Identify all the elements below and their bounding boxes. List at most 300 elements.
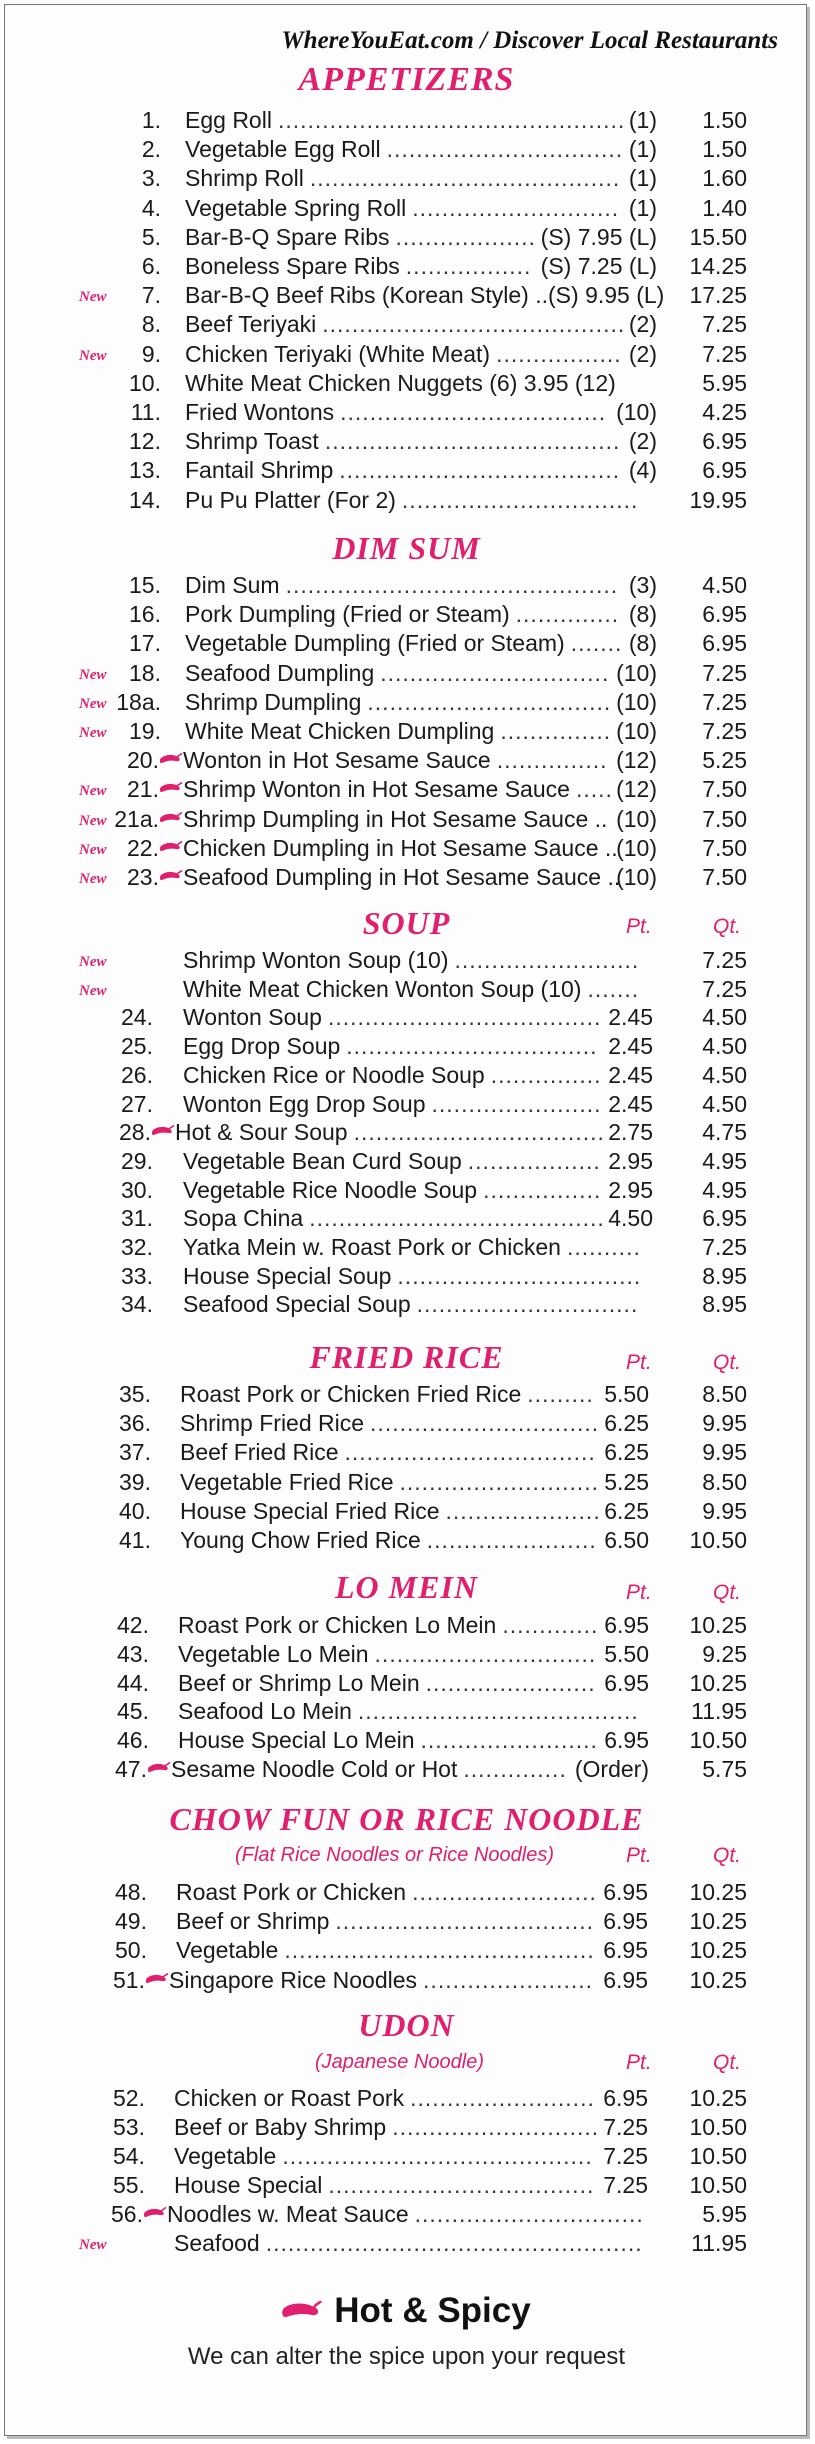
leader-dots: .............................. [416,1291,639,1318]
item-number: 11. [130,399,161,425]
item-name: Vegetable Fried Rice [180,1468,394,1495]
leader-dots: .................................... [328,2172,595,2198]
item-number: 31. [121,1205,153,1232]
item-price: 7.50 [702,834,747,861]
item-name: Vegetable [176,1937,279,1964]
item-name: Dim Sum [185,572,280,598]
item-name: House Special [174,2172,323,2198]
item-price: 10.50 [689,2143,747,2169]
item-name: Vegetable Dumpling (Fried or Steam) [185,630,565,657]
item-price-small: (12) [616,776,657,803]
menu-item [5,105,807,135]
leader-dots: ............................... [380,659,610,686]
legend-note: We can alter the spice upon your request [187,2343,626,2370]
item-price-small: (12) [616,747,657,774]
item-price: 10.25 [689,1612,747,1638]
leader-dots: ........................................ [324,428,621,455]
item-number: 42. [117,1612,149,1638]
item-price: 6.95 [702,1205,747,1232]
item-price: 7.25 [702,311,747,338]
item-price-small: 6.95 [604,1727,649,1754]
item-name: Chicken Rice or Noodle Soup [183,1061,485,1088]
leader-dots: ..................................... [327,1004,602,1031]
item-price-small: 6.95 [603,1908,648,1935]
leader-dots: ................................... [335,1908,595,1935]
item-price-small: (2) [628,311,657,338]
leader-dots: .......... [566,1234,641,1260]
item-number: 36. [119,1410,151,1437]
item-name: Beef Teriyaki [185,311,317,338]
item-number: 5. [141,223,161,250]
item-number: 23. [127,864,159,890]
item-name: House Special Lo Mein [178,1727,415,1754]
item-price: 4.50 [702,1090,747,1117]
chili-pepper-icon [152,1125,174,1137]
menu-item [5,1089,807,1119]
menu-item [5,1467,807,1497]
item-number: 20. [127,747,159,774]
section-title-lo-mein: LO MEIN [334,1569,478,1605]
pt-header: Pt. [626,2051,652,2074]
menu-item [5,1408,807,1438]
new-badge: New [79,725,107,741]
menu-item [5,339,807,369]
item-number: 43. [117,1640,149,1667]
menu-item [5,745,807,775]
item-name: House Special Fried Rice [180,1497,440,1524]
item-price: 10.50 [689,1727,747,1754]
item-name: Vegetable Egg Roll [185,136,381,163]
item-number: 53. [113,2114,145,2140]
item-name: Bar-B-Q Beef Ribs (Korean Style) ..(S) 9.95 (L) [185,282,665,309]
menu-item [5,280,807,310]
qt-header: Qt. [713,1351,742,1374]
item-number: 16. [129,601,161,628]
item-price-small: (1) [628,136,657,163]
leader-dots: .......................................... [284,1937,595,1964]
item-name: White Meat Chicken Dumpling [185,718,495,744]
chili-pepper-icon [282,2291,322,2331]
item-name: Bar-B-Q Spare Ribs [185,223,390,250]
new-badge: New [79,666,107,683]
menu-item [5,658,807,688]
item-name: Shrimp Dumpling in Hot Sesame Sauce .. [183,805,608,832]
item-price: 7.25 [702,947,747,973]
leader-dots: ................... [395,223,536,250]
item-price: 9.95 [702,1410,747,1437]
leader-dots: ......................................... [322,311,626,338]
item-price-small: 5.50 [604,1640,649,1667]
leader-dots: ......................... [410,2085,595,2111]
new-badge: New [79,347,107,364]
menu-item [5,1203,807,1233]
section-title-dim-sum: DIM SUM [332,530,481,566]
item-price-small: 6.25 [604,1497,649,1524]
item-price-small: (10) [616,834,657,861]
section-title-appetizers: APPETIZERS [298,61,515,98]
item-price-small: 7.25 [603,2172,648,2198]
leader-dots: .............. [463,1756,567,1782]
leader-dots: ........................ [420,1727,598,1754]
item-number: 33. [121,1262,153,1289]
item-name: Wonton Soup [183,1004,322,1031]
leader-dots: ............... [500,718,612,744]
item-price: 1.50 [702,136,747,163]
item-price: 15.50 [689,223,747,250]
menu-item [5,163,807,193]
leader-dots: ..................... [445,1497,601,1524]
leader-dots: ......................... [454,947,640,973]
item-price: 8.95 [702,1262,747,1289]
item-price-small: 6.25 [604,1439,649,1466]
item-price: 5.25 [702,747,747,774]
menu-item [5,2141,807,2171]
item-price: 6.95 [702,457,747,484]
item-number: 51. [113,1966,145,1993]
leader-dots: ............................ [412,194,620,221]
leader-dots: .................. [467,1147,601,1174]
item-number: 46. [117,1727,149,1754]
item-number: 39. [119,1468,151,1495]
item-price: 6.95 [702,630,747,657]
leader-dots: ..... [575,776,613,803]
item-price: 17.25 [689,282,747,309]
item-price: 10.25 [689,1908,747,1935]
item-name: Seafood [174,2230,260,2256]
udon-subtitle: (Japanese Noodle) [315,2051,484,2073]
menu-item [5,1261,807,1291]
leader-dots: ....... [570,630,623,657]
item-number: 55. [113,2172,145,2198]
pt-header: Pt. [626,1844,652,1867]
item-price: 7.50 [702,864,747,890]
item-price-small: 6.95 [604,1669,649,1696]
menu-item [5,945,807,975]
item-price-small: 7.25 [603,2143,648,2169]
leader-dots: ....................... [426,1527,597,1553]
item-price-small: 4.50 [608,1205,653,1232]
item-price: 11.95 [691,1698,747,1725]
leader-dots: .......................................... [309,165,621,192]
item-name: Wonton Egg Drop Soup [183,1090,426,1117]
chow-fun-subtitle: (Flat Rice Noodles or Rice Noodles) [235,1844,555,1866]
menu-item [5,1146,807,1176]
leader-dots: ............... [496,747,608,774]
item-number: 6. [141,253,161,279]
item-price: 1.40 [702,194,747,221]
item-name: Shrimp Dumpling [185,688,362,715]
menu-item [5,2228,807,2258]
item-price: 10.25 [689,1966,747,1993]
new-badge: New [79,289,107,306]
item-price: 4.50 [702,1004,747,1031]
site-banner: WhereYouEat.com / Discover Local Restaurants [281,27,778,54]
menu-item [5,1725,807,1755]
item-number: 21. [127,776,159,803]
leader-dots: ................................................... [265,2230,643,2256]
item-name: Egg Roll [185,107,272,133]
item-number: 45. [117,1698,149,1725]
item-name: Roast Pork or Chicken Fried Rice [180,1381,522,1407]
item-price: 10.25 [689,1937,747,1964]
item-price-small: 2.75 [608,1119,653,1146]
item-price: 10.50 [689,2172,747,2198]
chili-pepper-icon [146,1973,168,1985]
item-price-small: (S) 7.95 (L) [540,223,657,250]
item-price: 1.50 [702,107,747,133]
item-price: 4.95 [702,1147,747,1174]
item-number: 54. [113,2143,145,2169]
item-name: Beef Fried Rice [180,1439,339,1466]
item-price: 9.95 [702,1497,747,1524]
item-price: 10.25 [689,2085,747,2111]
item-number: 37. [119,1439,151,1466]
item-number: 12. [129,428,161,455]
menu-item [5,1031,807,1061]
item-price: 7.25 [702,718,747,744]
chili-pepper-icon [148,1762,170,1774]
item-price-small: (10) [616,805,657,832]
item-number: 29. [121,1147,153,1174]
item-name: Sopa China [183,1205,304,1232]
item-price-small: (2) [628,340,657,367]
menu-item [5,1002,807,1032]
item-price: 7.25 [702,1234,747,1260]
item-number: 49. [115,1908,147,1935]
item-name: Vegetable Rice Noodle Soup [183,1176,478,1203]
item-number: 18. [129,659,161,686]
item-name: Vegetable [174,2143,277,2169]
item-price: 1.60 [702,165,747,192]
leader-dots: .......................................... [282,2143,593,2169]
item-number: 13. [129,457,161,484]
menu-item [5,1610,807,1640]
item-number: 19. [129,718,161,744]
item-number: 27. [121,1090,153,1117]
item-price: 8.50 [702,1381,747,1407]
item-price: 7.25 [702,688,747,715]
leader-dots: ................................ [386,136,624,163]
item-price-small: 6.95 [604,1612,649,1638]
item-number: 7. [141,282,161,309]
item-price-small: 2.45 [608,1061,653,1088]
item-price: 14.25 [689,253,747,279]
section-title-chow-fun: CHOW FUN OR RICE NOODLE [169,1801,644,1837]
item-number: 34. [121,1291,153,1318]
leader-dots: .................................. [353,1119,605,1146]
pt-header: Pt. [626,915,652,938]
item-number: 50. [115,1937,147,1964]
item-name: Egg Drop Soup [183,1033,341,1060]
item-number: 2. [141,136,161,163]
item-price: 9.95 [702,1439,747,1466]
menu-item [5,1117,807,1147]
item-number: 24. [121,1004,153,1031]
leader-dots: ....................... [431,1090,602,1117]
item-number: 32. [121,1234,153,1260]
item-price-small: 7.25 [603,2114,648,2140]
legend [5,2291,807,2331]
leader-dots: .............................. [374,1640,597,1667]
item-price-small: 6.95 [603,2085,648,2111]
leader-dots: ............................... [370,1410,600,1437]
menu-item [5,2112,807,2142]
menu-item [5,1379,807,1409]
item-name: Seafood Dumpling in Hot Sesame Sauce .. [183,864,621,890]
item-name: Boneless Spare Ribs [185,253,400,279]
menu-item [5,1175,807,1205]
menu-item [5,1232,807,1262]
item-name: Shrimp Wonton Soup (10) [183,947,449,973]
menu-item [5,570,807,600]
new-badge: New [79,2237,107,2253]
pt-header: Pt. [626,1351,652,1374]
item-price: 19.95 [689,486,747,513]
item-name: House Special Soup [183,1262,392,1289]
leader-dots: ...................................... [357,1698,639,1725]
item-price: 8.50 [702,1468,747,1495]
leader-dots: ............................................... [277,107,626,133]
item-price: 5.95 [702,2201,747,2227]
item-price-small: 6.25 [604,1410,649,1437]
menu-item [5,222,807,252]
item-price-small: (10) [616,718,657,744]
item-price-small: 2.45 [608,1004,653,1031]
item-price-small: 6.95 [603,1966,648,1993]
item-name: Chicken Teriyaki (White Meat) [185,340,491,367]
menu-item [5,1437,807,1467]
item-name: Wonton in Hot Sesame Sauce [183,747,491,774]
item-price-small: 6.50 [604,1527,649,1553]
leader-dots: ...................................... [339,457,621,484]
item-name: Roast Pork or Chicken Lo Mein [178,1612,497,1638]
item-name: Beef or Shrimp Lo Mein [178,1669,420,1696]
item-price-small: (10) [616,864,657,890]
menu-item [5,455,807,485]
leader-dots: ................................ [401,486,639,513]
item-name: Seafood Special Soup [183,1291,411,1318]
item-name: Shrimp Toast [185,428,319,455]
leader-dots: ............................... [414,2201,644,2227]
menu-item [5,2083,807,2113]
menu-item [5,1525,807,1555]
item-price: 5.75 [702,1756,747,1782]
leader-dots: ....................... [423,1966,594,1993]
item-number: 14. [129,486,161,513]
menu-item [5,2199,807,2229]
chili-pepper-icon [160,812,182,824]
item-price: 10.25 [689,1879,747,1905]
menu-item [5,1668,807,1698]
item-name: Beef or Shrimp [176,1908,330,1935]
item-price-small: 5.25 [604,1468,649,1495]
leader-dots: ....................... [425,1669,596,1696]
item-name: Fantail Shrimp [185,457,334,484]
item-name: Shrimp Roll [185,165,304,192]
item-price: 10.25 [689,1669,747,1696]
menu-item [5,485,807,515]
menu-item [5,397,807,427]
leader-dots: ............... [490,1061,602,1088]
menu-item [5,1060,807,1090]
item-price: 10.50 [689,2114,747,2140]
item-number: 44. [117,1669,149,1696]
item-price-small: 2.95 [608,1176,653,1203]
item-price-small: 2.45 [608,1033,653,1060]
item-number: 28. [119,1119,151,1146]
item-price: 10.50 [689,1527,747,1553]
item-name: Vegetable Lo Mein [178,1640,369,1667]
legend-title: Hot & Spicy [334,2291,531,2330]
item-price-small: 6.95 [603,1937,648,1964]
menu-item [5,833,807,863]
leader-dots: ......... [527,1381,594,1407]
item-name: Roast Pork or Chicken [176,1879,407,1905]
item-name: Singapore Rice Noodles [169,1966,418,1993]
item-price: 4.50 [702,1061,747,1088]
menu-item [5,1935,807,1965]
menu-item [5,426,807,456]
item-name: Young Chow Fried Rice [180,1527,421,1553]
item-number: 56. [111,2201,143,2227]
menu-item [5,1639,807,1669]
item-price-small: (1) [628,107,657,133]
leader-dots: ............................ [392,2114,600,2140]
item-number: 41. [119,1527,151,1553]
item-price: 7.25 [702,975,747,1002]
menu-item [5,251,807,281]
new-badge: New [79,871,107,887]
menu-item [5,368,807,398]
menu-item [5,599,807,629]
item-number: 3. [141,165,161,192]
item-number: 48. [115,1879,147,1905]
item-number: 4. [141,194,161,221]
leader-dots: ................ [483,1176,602,1203]
item-name: White Meat Chicken Nuggets (6) 3.95 (12) [185,369,616,396]
item-price: 4.50 [702,572,747,598]
item-price: 4.75 [702,1119,747,1146]
item-price: 7.25 [702,659,747,686]
leader-dots: ................................. [367,688,612,715]
menu-item [5,193,807,223]
menu-item [5,774,807,804]
item-number: 35. [119,1381,151,1407]
item-name: White Meat Chicken Wonton Soup (10) [183,975,582,1002]
item-price-small: 2.45 [608,1090,653,1117]
item-name: Sesame Noodle Cold or Hot [171,1756,458,1782]
new-badge: New [79,695,107,712]
menu-item [5,1696,807,1726]
item-price: 5.95 [702,369,747,396]
item-number: 40. [119,1497,151,1524]
item-price: 4.95 [702,1176,747,1203]
item-price-small: (1) [628,194,657,221]
item-price-small: (Order) [574,1756,649,1782]
section-title-fried-rice: FRIED RICE [309,1339,504,1375]
item-number: 18a. [116,688,161,715]
item-number: 15. [129,572,161,598]
item-name: Pork Dumpling (Fried or Steam) [185,601,510,628]
item-price-small: (2) [628,428,657,455]
menu-item [5,1877,807,1907]
item-name: Shrimp Fried Rice [180,1410,365,1437]
chili-pepper-icon [160,841,182,853]
menu-item [5,716,807,746]
menu-item [5,687,807,717]
new-badge: New [79,783,107,800]
qt-header: Qt. [713,915,742,938]
